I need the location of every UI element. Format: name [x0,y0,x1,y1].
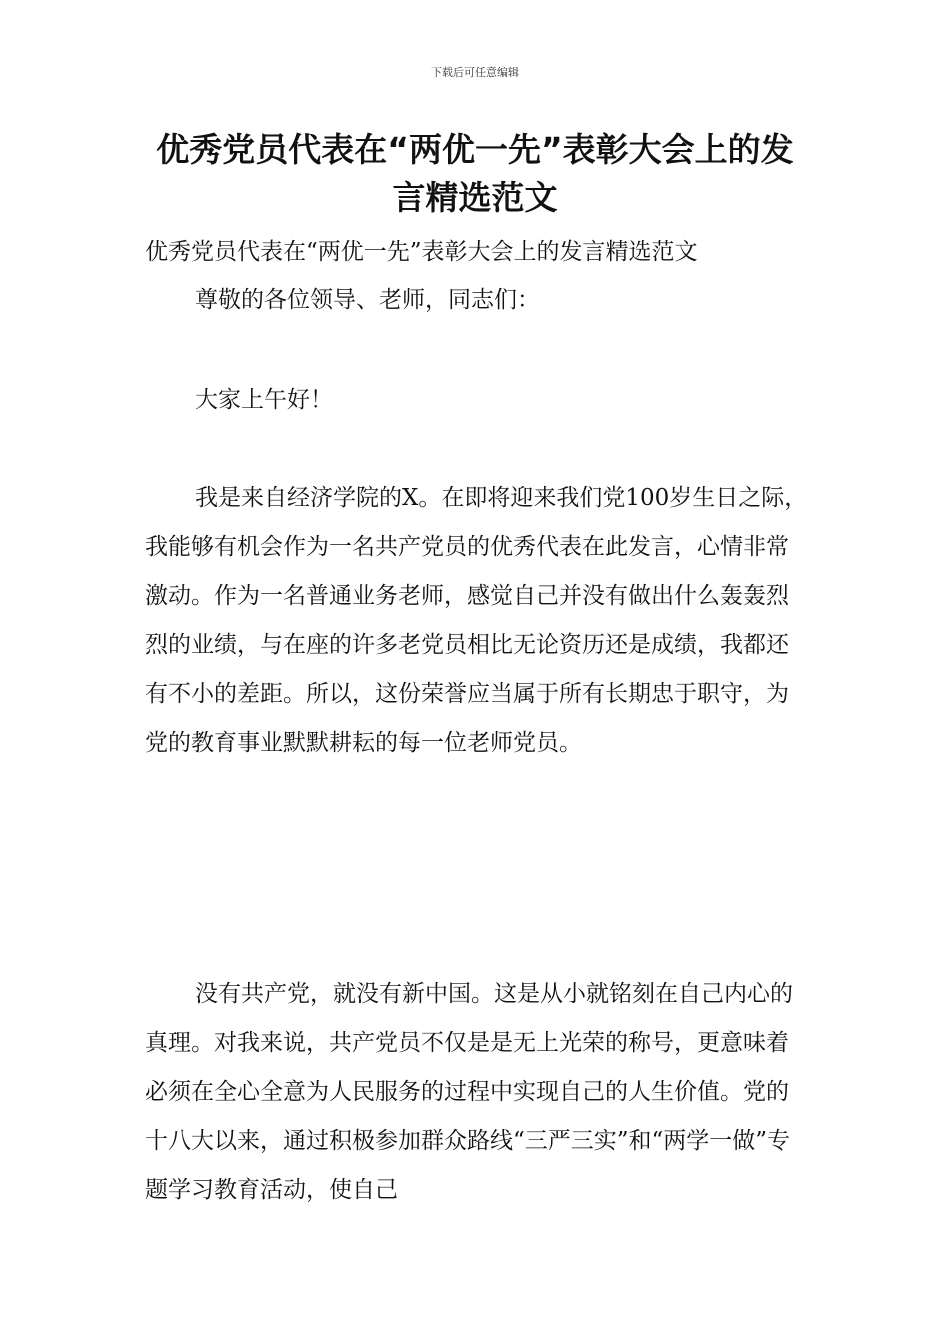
document-title: 优秀党员代表在“两优一先”表彰大会上的发言精选范文 [156,130,794,217]
header-note: 下载后可任意编辑 [431,66,519,79]
paragraph-1: 我是来自经济学院的X。在即将迎来我们党100岁生日之际，我能够有机会作为一名共产党员的优秀代表在此发言，心情非常激动。作为一名普通业务老师，感觉自己并没有做出什么轰轰烈烈的业绩，与在座的许多老党员相比无论资历还是成绩，我都还有不小的差距。所以，这份荣誉应当属于所有长期忠于职守，为党的教育事业默默耕耘的每一位老师党员。 [145,485,808,756]
document-subtitle: 优秀党员代表在“两优一先”表彰大会上的发言精选范文 [145,239,698,265]
salutation: 尊敬的各位领导、老师，同志们： [195,287,540,313]
greeting: 大家上午好！ [195,387,333,413]
paragraph-2: 没有共产党，就没有新中国。这是从小就铭刻在自己内心的真理。对我来说，共产党员不仅是是无上光荣的称号，更意味着必须在全心全意为人民服务的过程中实现自己的人生价值。党的十八大以来，通过积极参加群众路线“三严三实”和“两学一做”专题学习教育活动，使自己 [145,981,793,1203]
